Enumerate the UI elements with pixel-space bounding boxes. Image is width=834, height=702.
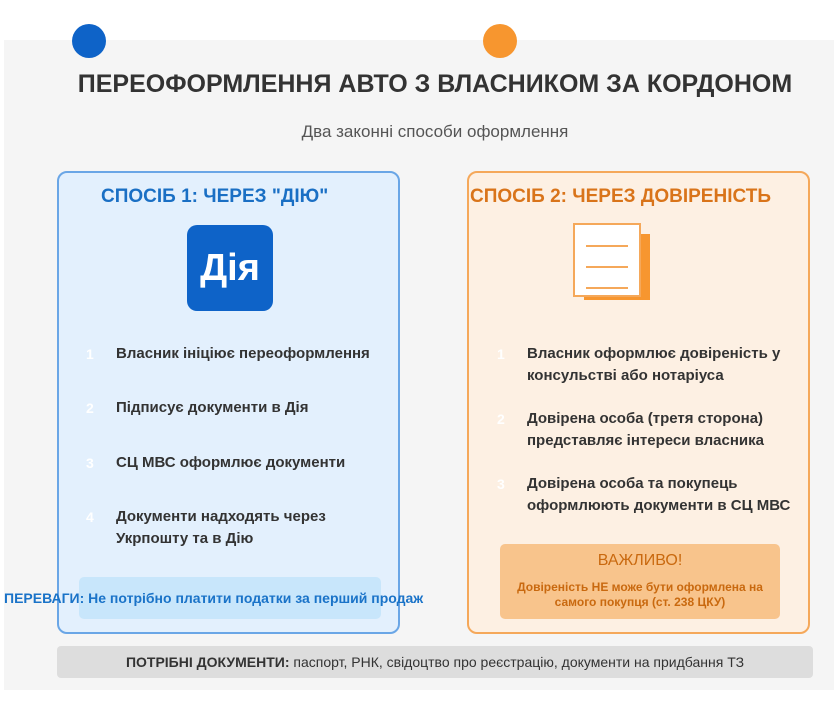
advantage-text: ПЕРЕВАГИ: Не потрібно платити податки за перший продаж: [4, 590, 424, 606]
method1-heading: СПОСІБ 1: ЧЕРЕЗ "ДІЮ": [101, 186, 329, 207]
step-text: Документи надходять через Укрпошту та в Дію: [116, 508, 326, 547]
step-text: Довірена особа (третя сторона) представляє інтереси власника: [527, 410, 764, 449]
step-text: Довірена особа та покупець оформлюють документи в СЦ МВС: [527, 475, 791, 514]
step-number: 4: [86, 509, 94, 525]
important-title: ВАЖЛИВО!: [597, 552, 683, 569]
blue-dot-icon: [72, 24, 106, 58]
step-number: 1: [86, 346, 94, 362]
step-number: 2: [86, 400, 94, 416]
subtitle: Два законні способи оформлення: [301, 122, 569, 141]
step-number: 2: [497, 411, 505, 427]
page-title: ПЕРЕОФОРМЛЕННЯ АВТО З ВЛАСНИКОМ ЗА КОРДОНОМ: [77, 70, 793, 98]
orange-dot-icon: [483, 24, 517, 58]
step-text: Власник оформлює довіреність у консульстві або нотаріуса: [527, 345, 781, 384]
step-number: 1: [497, 346, 505, 362]
footer-label: ПОТРІБНІ ДОКУМЕНТИ:: [125, 654, 290, 670]
important-text: Довіреність НЕ може бути оформлена на самого покупця (ст. 238 ЦКУ): [517, 580, 763, 609]
footer-required-docs: [57, 646, 813, 678]
document-icon: [572, 222, 654, 306]
step-number: 3: [497, 476, 505, 492]
step-text: СЦ МВС оформлює документи: [116, 454, 346, 471]
method2-heading: СПОСІБ 2: ЧЕРЕЗ ДОВІРЕНІСТЬ: [470, 186, 771, 207]
diia-logo: Дія: [187, 225, 273, 311]
step-text: Власник ініціює переоформлення: [116, 345, 370, 362]
step-text: Підписує документи в Дія: [116, 399, 309, 416]
footer-text: паспорт, РНК, свідоцтво про реєстрацію, документи на придбання ТЗ: [289, 654, 745, 670]
important-box: [500, 544, 780, 619]
step-number: 3: [86, 455, 94, 471]
